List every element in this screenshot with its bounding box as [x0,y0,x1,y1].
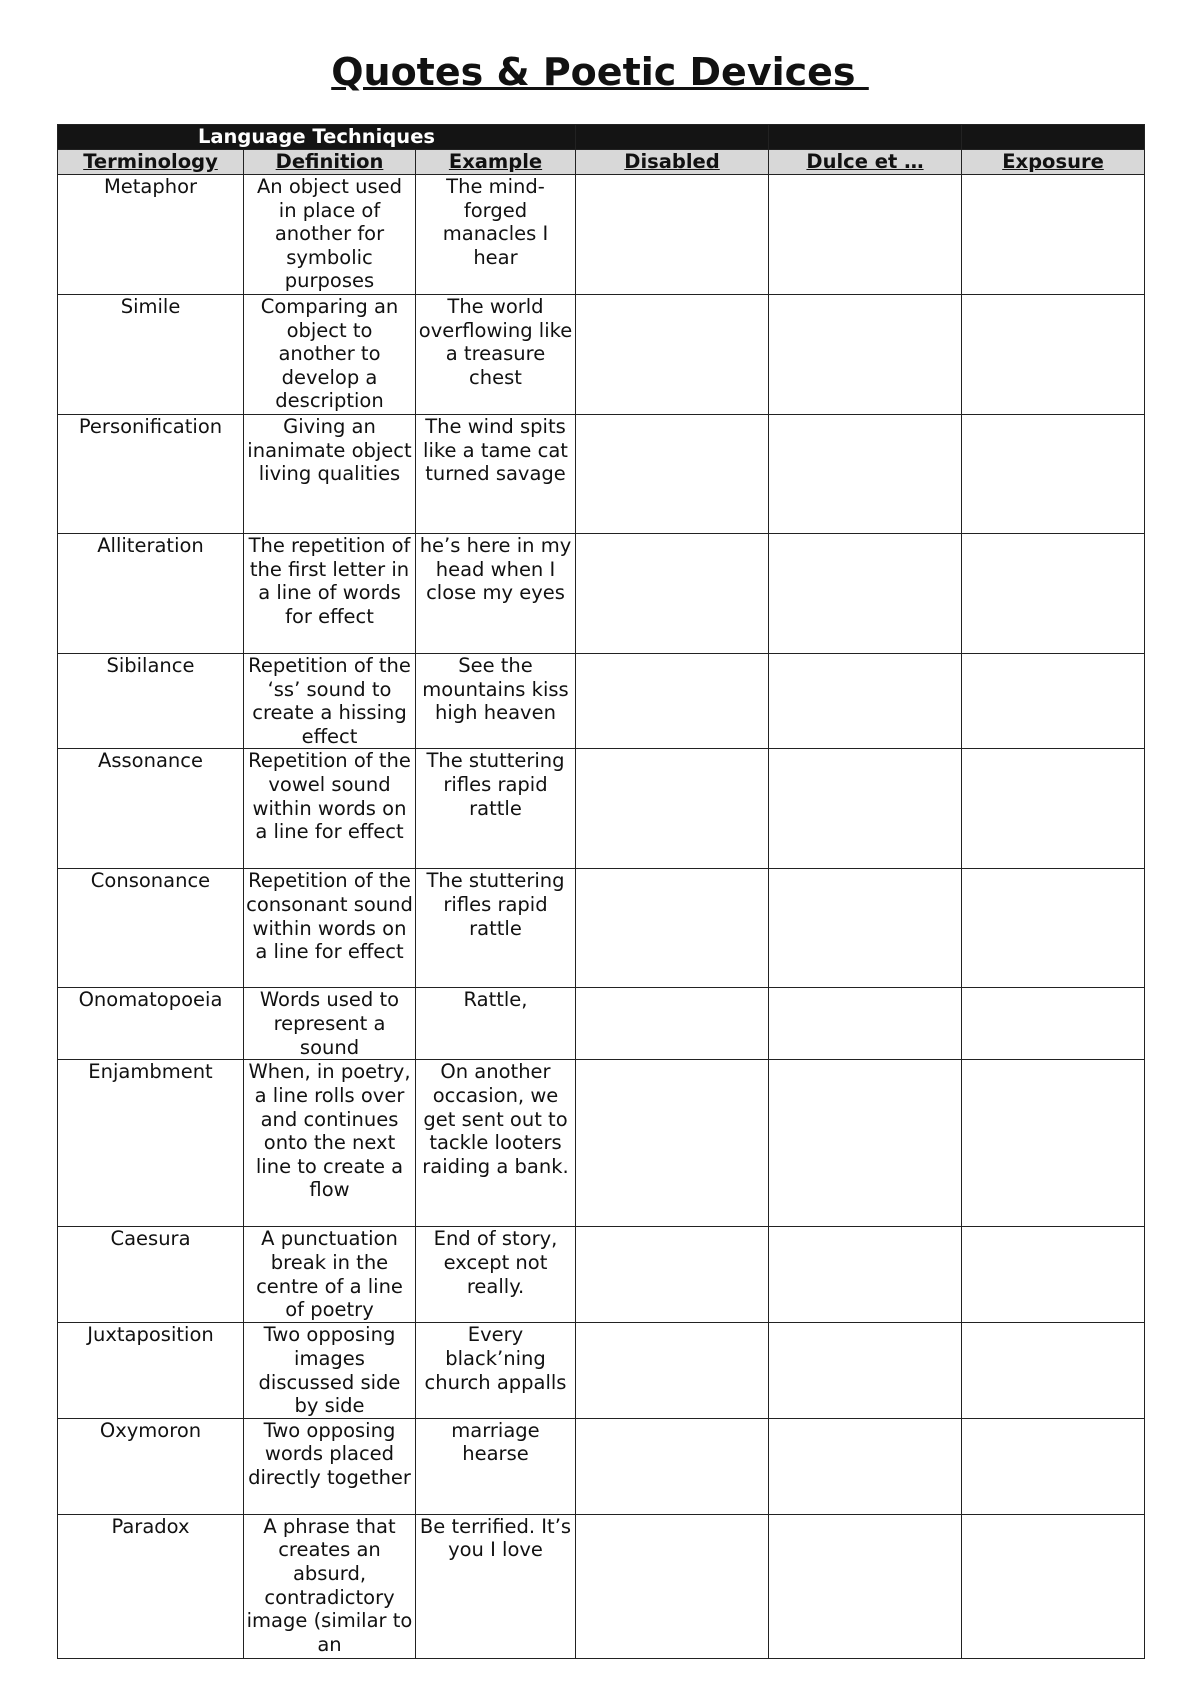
example-cell: On another occasion, we get sent out to tackle looters raiding a bank. [416,1060,576,1227]
table-row [58,295,1145,415]
example-cell: End of story, except not really. [416,1227,576,1323]
term-cell: Juxtaposition [58,1323,244,1418]
table-row [58,534,1145,654]
poem-cell [769,988,962,1060]
definition-cell: Two opposing images discussed side by side [244,1323,416,1418]
example-cell: The stuttering rifles rapid rattle [416,869,576,988]
poem-cell [769,415,962,534]
column-header: Definition [244,150,416,175]
example-cell: The mind-forged manacles I hear [416,175,576,295]
definition-cell: A phrase that creates an absurd, contradictory image (similar to an [244,1514,416,1658]
example-cell: Be terrified. It’s you I love [416,1514,576,1658]
poem-cell [576,654,769,749]
band-cell [769,125,962,150]
example-cell: The world overflowing like a treasure chest [416,295,576,415]
term-cell: Consonance [58,869,244,988]
poem-cell [576,869,769,988]
poem-cell [962,654,1145,749]
band-label: Language Techniques [58,125,576,150]
table-row [58,175,1145,295]
poem-cell [769,295,962,415]
poem-cell [769,654,962,749]
example-cell: he’s here in my head when I close my eyes [416,534,576,654]
column-header: Exposure [962,150,1145,175]
column-header: Disabled [576,150,769,175]
table-row [58,1060,1145,1227]
poem-cell [769,1227,962,1323]
poem-cell [962,175,1145,295]
definition-cell: A punctuation break in the centre of a line of poetry [244,1227,416,1323]
term-cell: Paradox [58,1514,244,1658]
definition-cell: When, in poetry, a line rolls over and continues onto the next line to create a flow [244,1060,416,1227]
poem-cell [962,1323,1145,1418]
term-cell: Caesura [58,1227,244,1323]
poem-cell [769,1418,962,1514]
term-cell: Onomatopoeia [58,988,244,1060]
table-row [58,1418,1145,1514]
column-header: Terminology [58,150,244,175]
poem-cell [576,1418,769,1514]
definition-cell: Comparing an object to another to develop a description [244,295,416,415]
definition-cell: The repetition of the first letter in a line of words for effect [244,534,416,654]
poem-cell [576,175,769,295]
poem-cell [769,1323,962,1418]
poem-cell [962,295,1145,415]
definition-cell: Repetition of the vowel sound within words on a line for effect [244,749,416,869]
poem-cell [576,1514,769,1658]
definition-cell: Two opposing words placed directly together [244,1418,416,1514]
poem-cell [962,1418,1145,1514]
poem-cell [576,749,769,869]
band-cell [962,125,1145,150]
page-title: Quotes & Poetic Devices [331,50,869,94]
poem-cell [962,1060,1145,1227]
term-cell: Metaphor [58,175,244,295]
poem-cell [576,1227,769,1323]
example-cell: The wind spits like a tame cat turned savage [416,415,576,534]
definition-cell: Words used to represent a sound [244,988,416,1060]
example-cell: See the mountains kiss high heaven [416,654,576,749]
table-row [58,988,1145,1060]
band-row [58,125,1145,150]
column-header: Dulce et … [769,150,962,175]
band-cell [576,125,769,150]
term-cell: Alliteration [58,534,244,654]
poem-cell [962,869,1145,988]
poem-cell [576,295,769,415]
example-cell: marriage hearse [416,1418,576,1514]
poem-cell [962,415,1145,534]
term-cell: Sibilance [58,654,244,749]
definition-cell: An object used in place of another for symbolic purposes [244,175,416,295]
header-row [58,150,1145,175]
poem-cell [576,534,769,654]
example-cell: Rattle, [416,988,576,1060]
table-row [58,1514,1145,1658]
table-row [58,654,1145,749]
term-cell: Personification [58,415,244,534]
column-header: Example [416,150,576,175]
poem-cell [576,415,769,534]
term-cell: Assonance [58,749,244,869]
poem-cell [769,749,962,869]
table-row [58,1227,1145,1323]
definition-cell: Repetition of the ‘ss’ sound to create a hissing effect [244,654,416,749]
table-row [58,415,1145,534]
poem-cell [962,1227,1145,1323]
term-cell: Oxymoron [58,1418,244,1514]
table-row [58,869,1145,988]
poem-cell [576,988,769,1060]
poem-cell [962,534,1145,654]
techniques-table [57,124,1145,1659]
poem-cell [769,175,962,295]
poem-cell [576,1323,769,1418]
term-cell: Enjambment [58,1060,244,1227]
table-row [58,749,1145,869]
poem-cell [962,1514,1145,1658]
example-cell: Every black’ning church appalls [416,1323,576,1418]
poem-cell [576,1060,769,1227]
poem-cell [769,1514,962,1658]
poem-cell [962,749,1145,869]
poem-cell [769,534,962,654]
definition-cell: Repetition of the consonant sound within words on a line for effect [244,869,416,988]
term-cell: Simile [58,295,244,415]
poem-cell [962,988,1145,1060]
definition-cell: Giving an inanimate object living qualities [244,415,416,534]
example-cell: The stuttering rifles rapid rattle [416,749,576,869]
poem-cell [769,869,962,988]
poem-cell [769,1060,962,1227]
table-row [58,1323,1145,1418]
